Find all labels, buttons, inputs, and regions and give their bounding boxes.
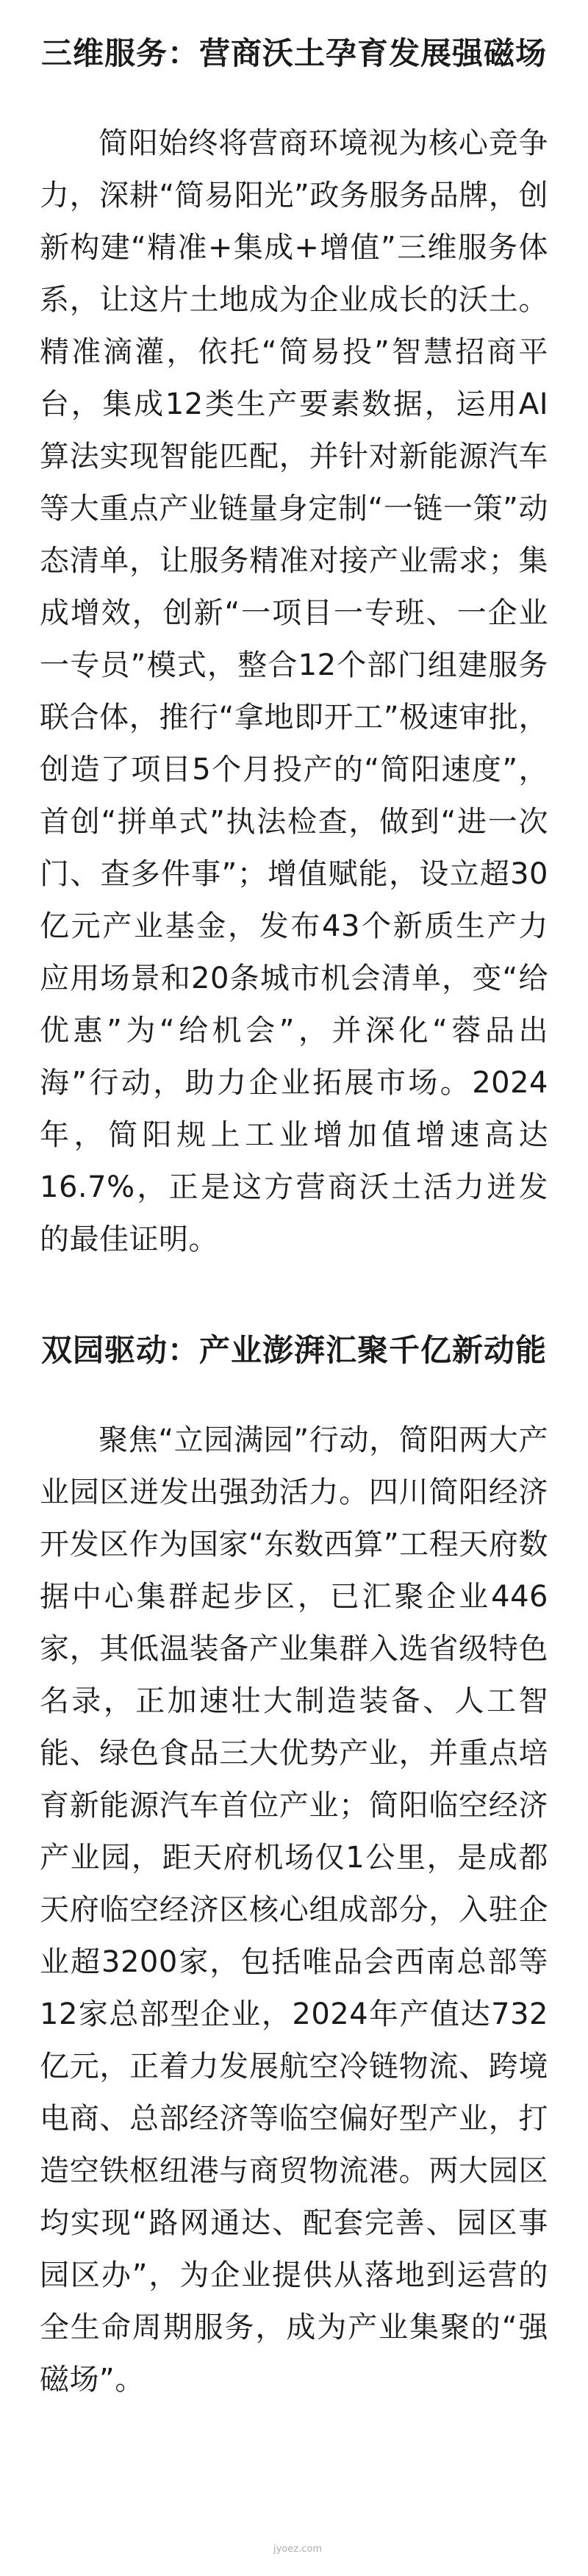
section-heading-three-dimensional-service: 三维服务：营商沃土孕育发展强磁场 (40, 35, 547, 71)
section-heading-dual-park-drive: 双园驱动：产业澎湃汇聚千亿新动能 (40, 1332, 547, 1368)
watermark-logo: jyoez.com (273, 2544, 322, 2555)
section-paragraph-business-environment: 简阳始终将营商环境视为核心竞争力，深耕“简易阳光”政务服务品牌，创新构建“精准+集成+增值”三维服务体系，让这片土地成为企业成长的沃土。精准滴灌，依托“简易投”智慧招商平台，集成12类生产要素数据，运用AI算法实现智能匹配，并针对新能源汽车等大重点产业链量身定制“一链一策”动态清单，让服务精准对接产业需求；集成增效，创新“一项目一专班、一企业一专员”模式，整合12个部门组建服务联合体，推行“拿地即开工”极速审批，创造了项目5个月投产的“简阳速度”，首创“拼单式”执法检查，做到“进一次门、查多件事”；增值赋能，设立超30亿元产业基金，发布43个新质生产力应用场景和20条城市机会清单，变“给优惠”为“给机会”，并深化“蓉品出海”行动，助力企业拓展市场。2024年，简阳规上工业增加值增速高达16.7%，正是这方营商沃土活力迸发的最佳证明。 (40, 126, 548, 1256)
section-paragraph-industrial-parks: 聚焦“立园满园”行动，简阳两大产业园区迸发出强劲活力。四川简阳经济开发区作为国家“东数西算”工程天府数据中心集群起步区，已汇聚企业446家，其低温装备产业集群入选省级特色名录，正加速壮大制造装备、人工智能、绿色食品三大优势产业，并重点培育新能源汽车首位产业；简阳临空经济产业园，距天府机场仅1公里，是成都天府临空经济区核心组成部分，入驻企业超3200家，包括唯品会西南总部等12家总部型企业，2024年产值达732亿元，正着力发展航空冷链物流、跨境电商、总部经济等临空偏好型产业，打造空铁枢纽港与商贸物流港。两大园区均实现“路网通达、配套完善、园区事园区办”，为企业提供从落地到运营的全生命周期服务，成为产业集聚的“强磁场”。 (40, 1423, 548, 2397)
